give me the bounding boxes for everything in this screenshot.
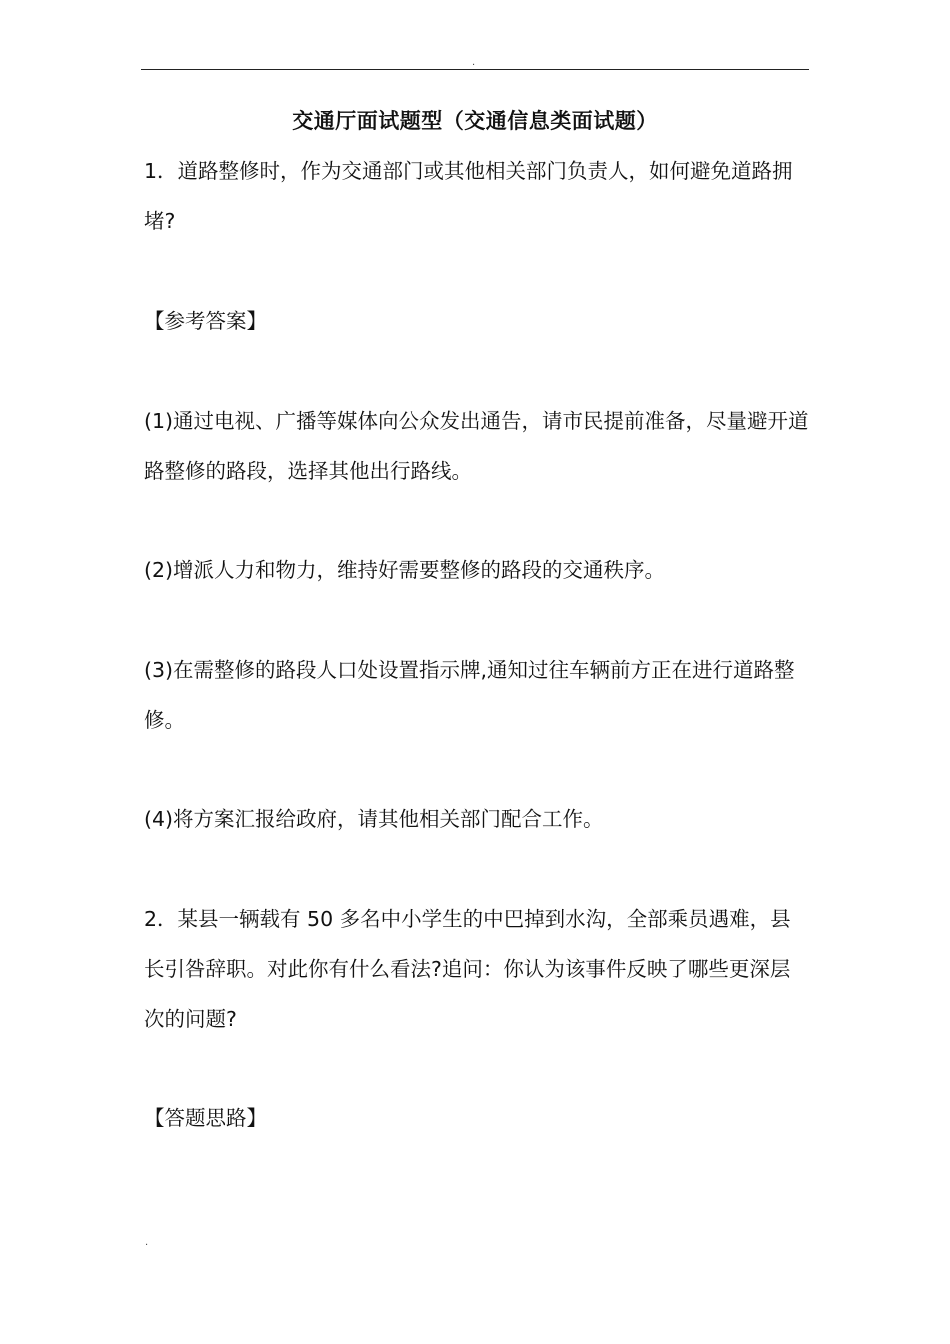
footer-dot: . (145, 1237, 149, 1248)
question-1: 1．道路整修时，作为交通部门或其他相关部门负责人，如何避免道路拥堵? (144, 159, 793, 233)
reference-answer-label: 【参考答案】 (144, 309, 267, 333)
question-2: 2．某县一辆载有 50 多名中小学生的中巴掉到水沟，全部乘员遇难，县长引咎辞职。对此你有什么看法?追问：你认为该事件反映了哪些更深层次的问题? (144, 907, 791, 1031)
document-title: 交通厅面试题型（交通信息类面试题） (292, 109, 658, 133)
answer-item-3: (3)在需整修的路段人口处设置指示牌,通知过往车辆前方正在进行道路整修。 (144, 658, 795, 732)
answer-thinking-label: 【答题思路】 (144, 1106, 267, 1130)
header-rule (141, 69, 809, 70)
answer-item-4: (4)将方案汇报给政府，请其他相关部门配合工作。 (144, 807, 604, 831)
header-dot: . (472, 57, 476, 68)
answer-item-2: (2)增派人力和物力，维持好需要整修的路段的交通秩序。 (144, 558, 666, 582)
answer-item-1: (1)通过电视、广播等媒体向公众发出通告，请市民提前准备，尽量避开道路整修的路段，选择其他出行路线。 (144, 409, 809, 483)
